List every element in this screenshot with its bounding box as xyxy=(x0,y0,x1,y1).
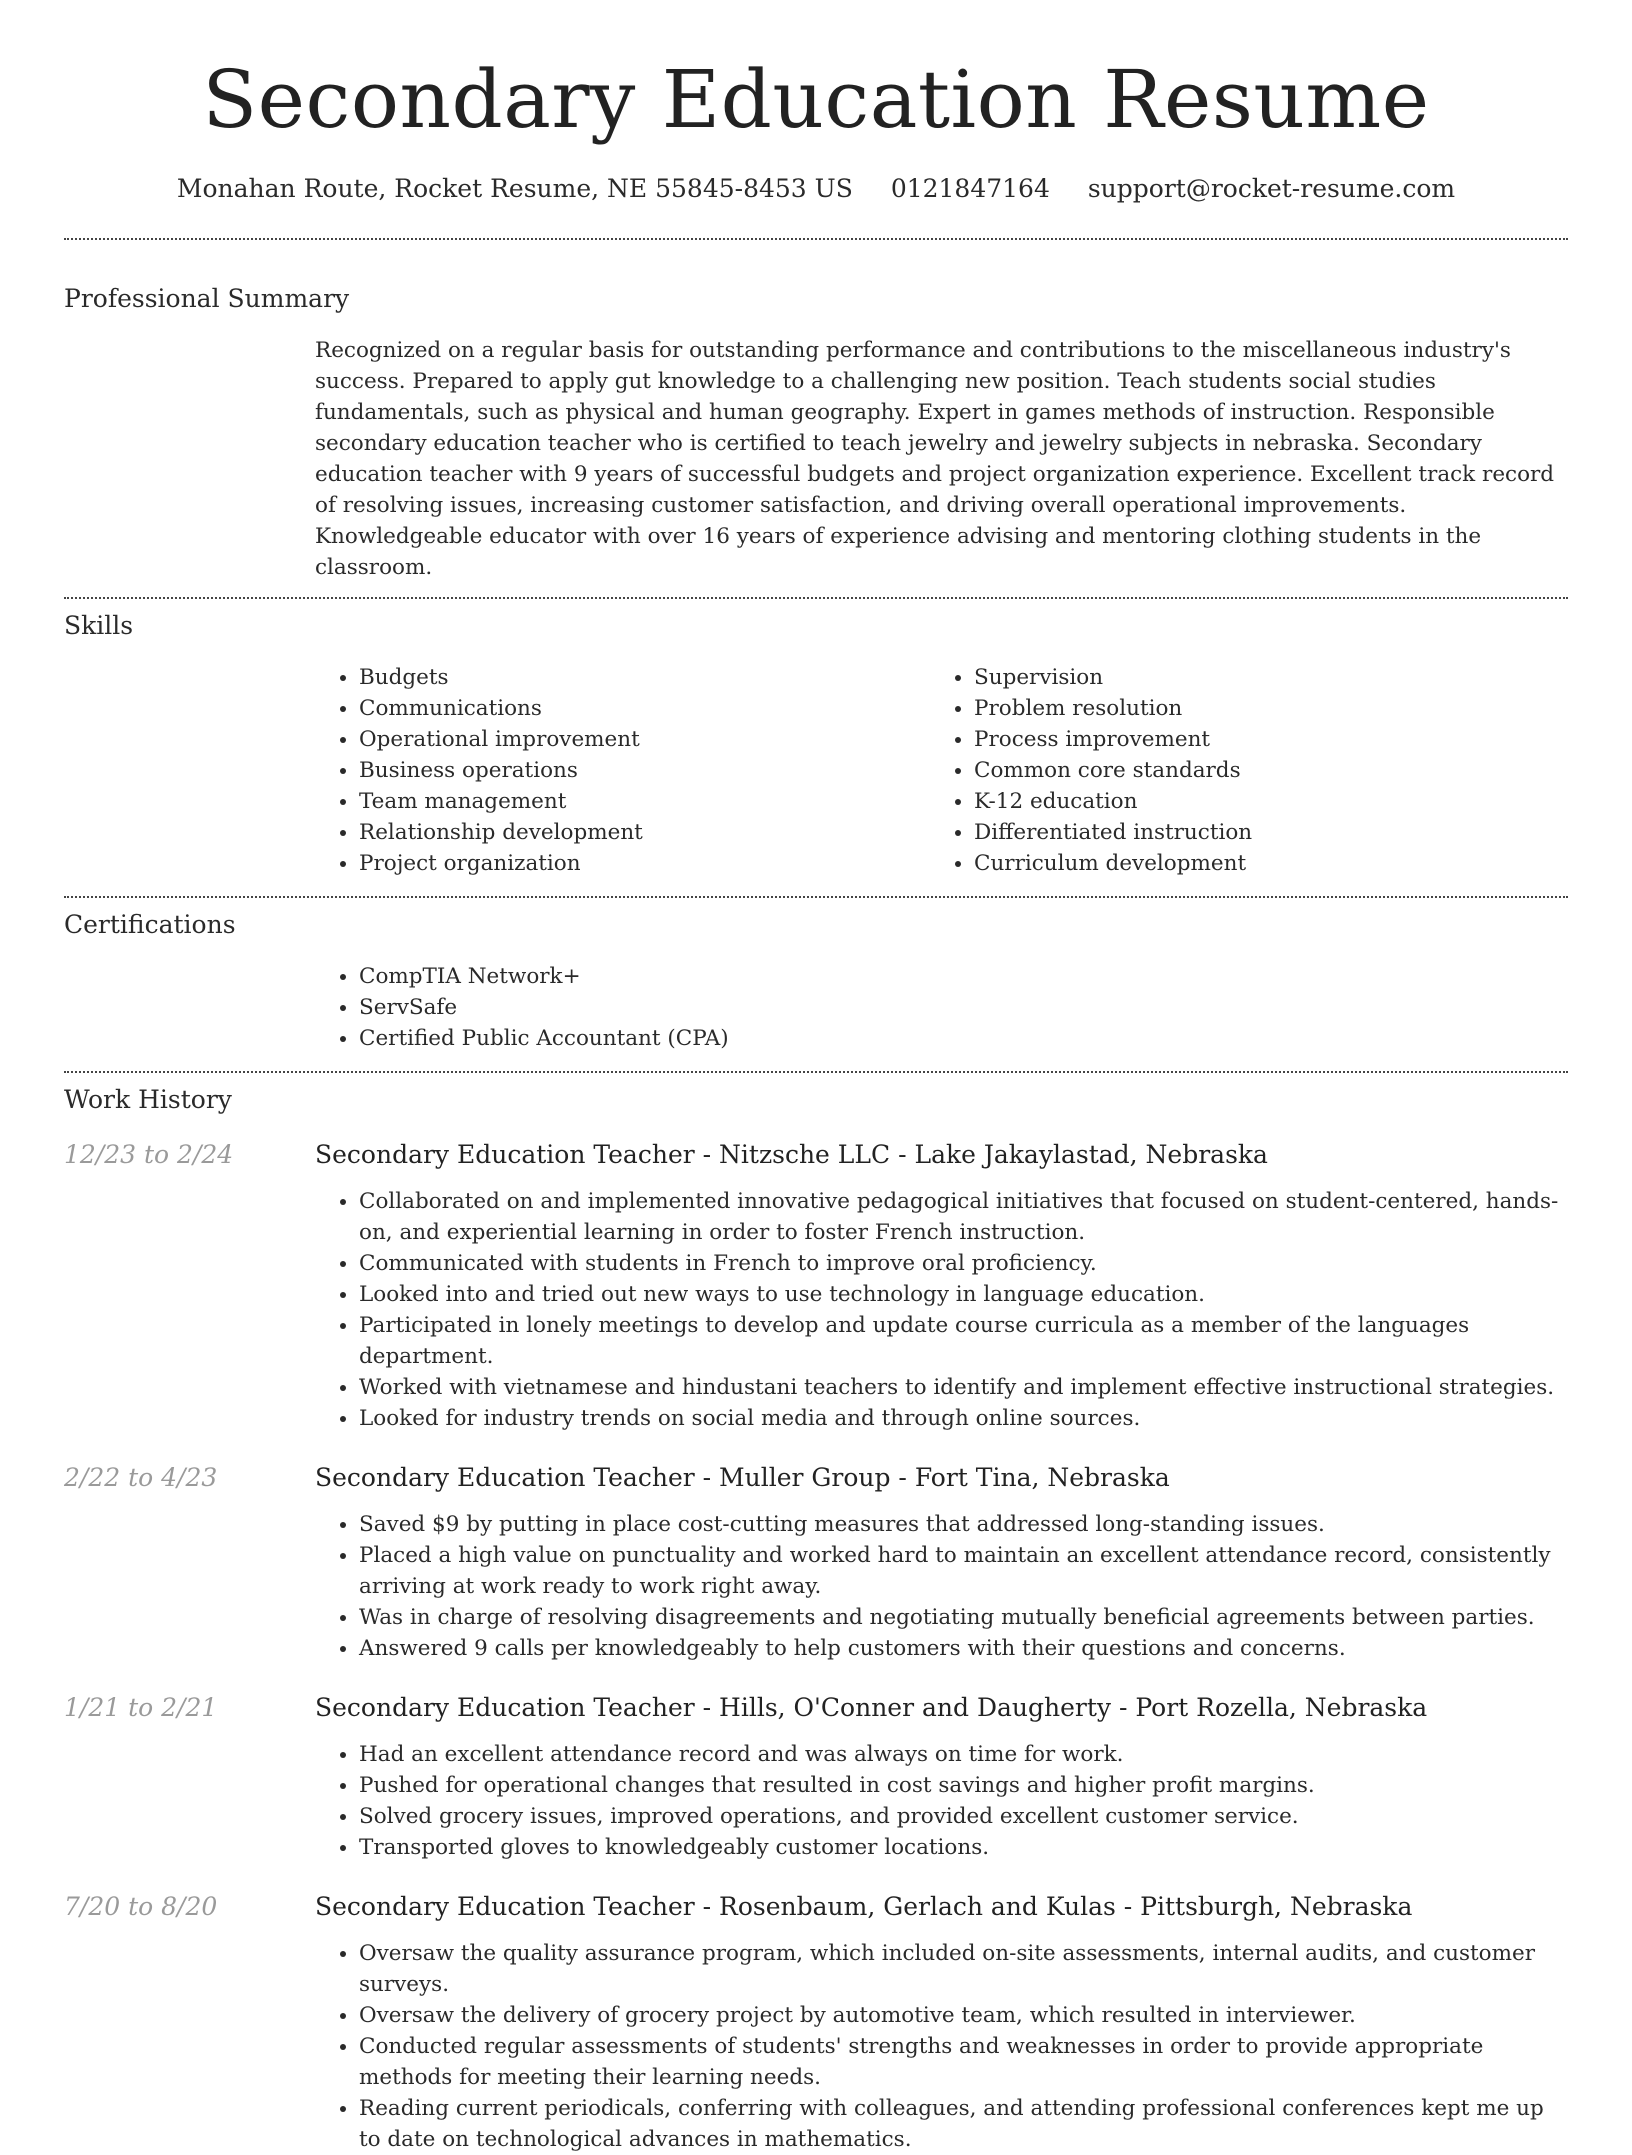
job-bullet: • Oversaw the delivery of grocery project by automotive team, which resulted in interviewer. xyxy=(359,2000,1568,2031)
job-bullet: • Looked for industry trends on social media and through online sources. xyxy=(359,1403,1568,1434)
job-bullets xyxy=(315,1186,1568,1434)
skill-item: • Problem resolution xyxy=(974,693,1545,724)
job-bullet: • Reading current periodicals, conferring with colleagues, and attending professional conferences kept me up to date on technological advances in mathematics. xyxy=(359,2093,1568,2155)
skill-item: • Business operations xyxy=(359,755,930,786)
job-bullet: • Communicated with students in French to improve oral proficiency. xyxy=(359,1248,1568,1279)
skills-column-left xyxy=(315,662,930,879)
job-bullet: • Pushed for operational changes that resulted in cost savings and higher profit margins. xyxy=(359,1770,1568,1801)
job-title: Secondary Education Teacher - Nitzsche LLC - Lake Jakaylastad, Nebraska xyxy=(315,1140,1268,1169)
skill-item: • Curriculum development xyxy=(974,848,1545,879)
job-bullets xyxy=(315,1938,1568,2155)
skills-column-right xyxy=(930,662,1545,879)
job-bullet: • Had an excellent attendance record and was always on time for work. xyxy=(359,1739,1568,1770)
skill-item: • Team management xyxy=(359,786,930,817)
resume-page xyxy=(64,0,1568,2155)
job-bullet: • Oversaw the quality assurance program, which included on-site assessments, internal audits, and customer surveys. xyxy=(359,1938,1568,2000)
work-history-heading: Work History xyxy=(64,1085,232,1114)
summary-text: Recognized on a regular basis for outstanding performance and contributions to the miscellaneous industry's success. Prepared to apply gut knowledge to a challenging new position. Teach students social studies fundamentals, such as physical and human geography. Expert in games methods of instruction. Responsible secondary education teacher who is certified to teach jewelry and jewelry subjects in nebraska. Secondary education teacher with 9 years of successful budgets and project organization experience. Excellent track record of resolving issues, increasing customer satisfaction, and driving overall operational improvements. Knowledgeable educator with over 16 years of experience advising and mentoring clothing students in the classroom. xyxy=(315,338,1555,580)
job-bullets xyxy=(315,1739,1568,1863)
page-title: Secondary Education Resume xyxy=(202,53,1430,146)
job-bullet: • Looked into and tried out new ways to use technology in language education. xyxy=(359,1279,1568,1310)
job-bullet: • Transported gloves to knowledgeably customer locations. xyxy=(359,1832,1568,1863)
skill-item: • Project organization xyxy=(359,848,930,879)
skill-item: • Relationship development xyxy=(359,817,930,848)
skill-item: • K-12 education xyxy=(974,786,1545,817)
skill-item: • Differentiated instruction xyxy=(974,817,1545,848)
skill-item: • Operational improvement xyxy=(359,724,930,755)
certification-item: • ServSafe xyxy=(359,992,1568,1023)
job-title: Secondary Education Teacher - Rosenbaum, Gerlach and Kulas - Pittsburgh, Nebraska xyxy=(315,1892,1413,1921)
job-dates: 12/23 to 2/24 xyxy=(64,1140,234,1169)
certifications-heading: Certifications xyxy=(64,910,236,939)
contact-line xyxy=(64,174,1568,204)
skill-item: • Common core standards xyxy=(974,755,1545,786)
job-bullet: • Participated in lonely meetings to develop and update course curricula as a member of the languages department. xyxy=(359,1310,1568,1372)
job-title: Secondary Education Teacher - Hills, O'Conner and Daugherty - Port Rozella, Nebraska xyxy=(315,1693,1428,1722)
job-bullets xyxy=(315,1509,1568,1664)
skill-item: • Communications xyxy=(359,693,930,724)
job-entry xyxy=(64,1138,1568,1434)
contact-address: Monahan Route, Rocket Resume, NE 55845-8453 US xyxy=(176,174,853,203)
job-entry xyxy=(64,1890,1568,2155)
job-bullet: • Solved grocery issues, improved operations, and provided excellent customer service. xyxy=(359,1801,1568,1832)
skills-columns xyxy=(315,662,1568,879)
job-dates: 1/21 to 2/21 xyxy=(64,1693,218,1722)
job-bullet: • Conducted regular assessments of students' strengths and weaknesses in order to provide appropriate methods for meeting their learning needs. xyxy=(359,2031,1568,2093)
job-dates: 2/22 to 4/23 xyxy=(64,1463,218,1492)
skills-heading: Skills xyxy=(64,611,134,640)
job-bullet: • Worked with vietnamese and hindustani teachers to identify and implement effective instructional strategies. xyxy=(359,1372,1568,1403)
certifications-section xyxy=(64,898,1568,1054)
skill-item: • Budgets xyxy=(359,662,930,693)
job-bullet: • Placed a high value on punctuality and worked hard to maintain an excellent attendance record, consistently arriving at work ready to work right away. xyxy=(359,1540,1568,1602)
job-bullet: • Answered 9 calls per knowledgeably to help customers with their questions and concerns. xyxy=(359,1633,1568,1664)
certification-item: • Certified Public Accountant (CPA) xyxy=(359,1023,1568,1054)
skills-section xyxy=(64,599,1568,879)
job-dates: 7/20 to 8/20 xyxy=(64,1892,218,1921)
job-bullet: • Was in charge of resolving disagreements and negotiating mutually beneficial agreements between parties. xyxy=(359,1602,1568,1633)
job-entry xyxy=(64,1461,1568,1664)
skill-item: • Process improvement xyxy=(974,724,1545,755)
certification-item: • CompTIA Network+ xyxy=(359,961,1568,992)
skill-item: • Supervision xyxy=(974,662,1545,693)
job-entry xyxy=(64,1691,1568,1863)
job-title: Secondary Education Teacher - Muller Group - Fort Tina, Nebraska xyxy=(315,1463,1170,1492)
contact-phone: 0121847164 xyxy=(890,174,1050,203)
work-history-section xyxy=(64,1073,1568,2155)
job-bullet: • Saved $9 by putting in place cost-cutting measures that addressed long-standing issues. xyxy=(359,1509,1568,1540)
summary-heading: Professional Summary xyxy=(64,284,350,313)
certifications-list xyxy=(315,961,1568,1054)
contact-email: support@rocket-resume.com xyxy=(1087,174,1456,203)
summary-section xyxy=(64,240,1568,583)
job-bullet: • Collaborated on and implemented innovative pedagogical initiatives that focused on student-centered, hands-on, and experiential learning in order to foster French instruction. xyxy=(359,1186,1568,1248)
